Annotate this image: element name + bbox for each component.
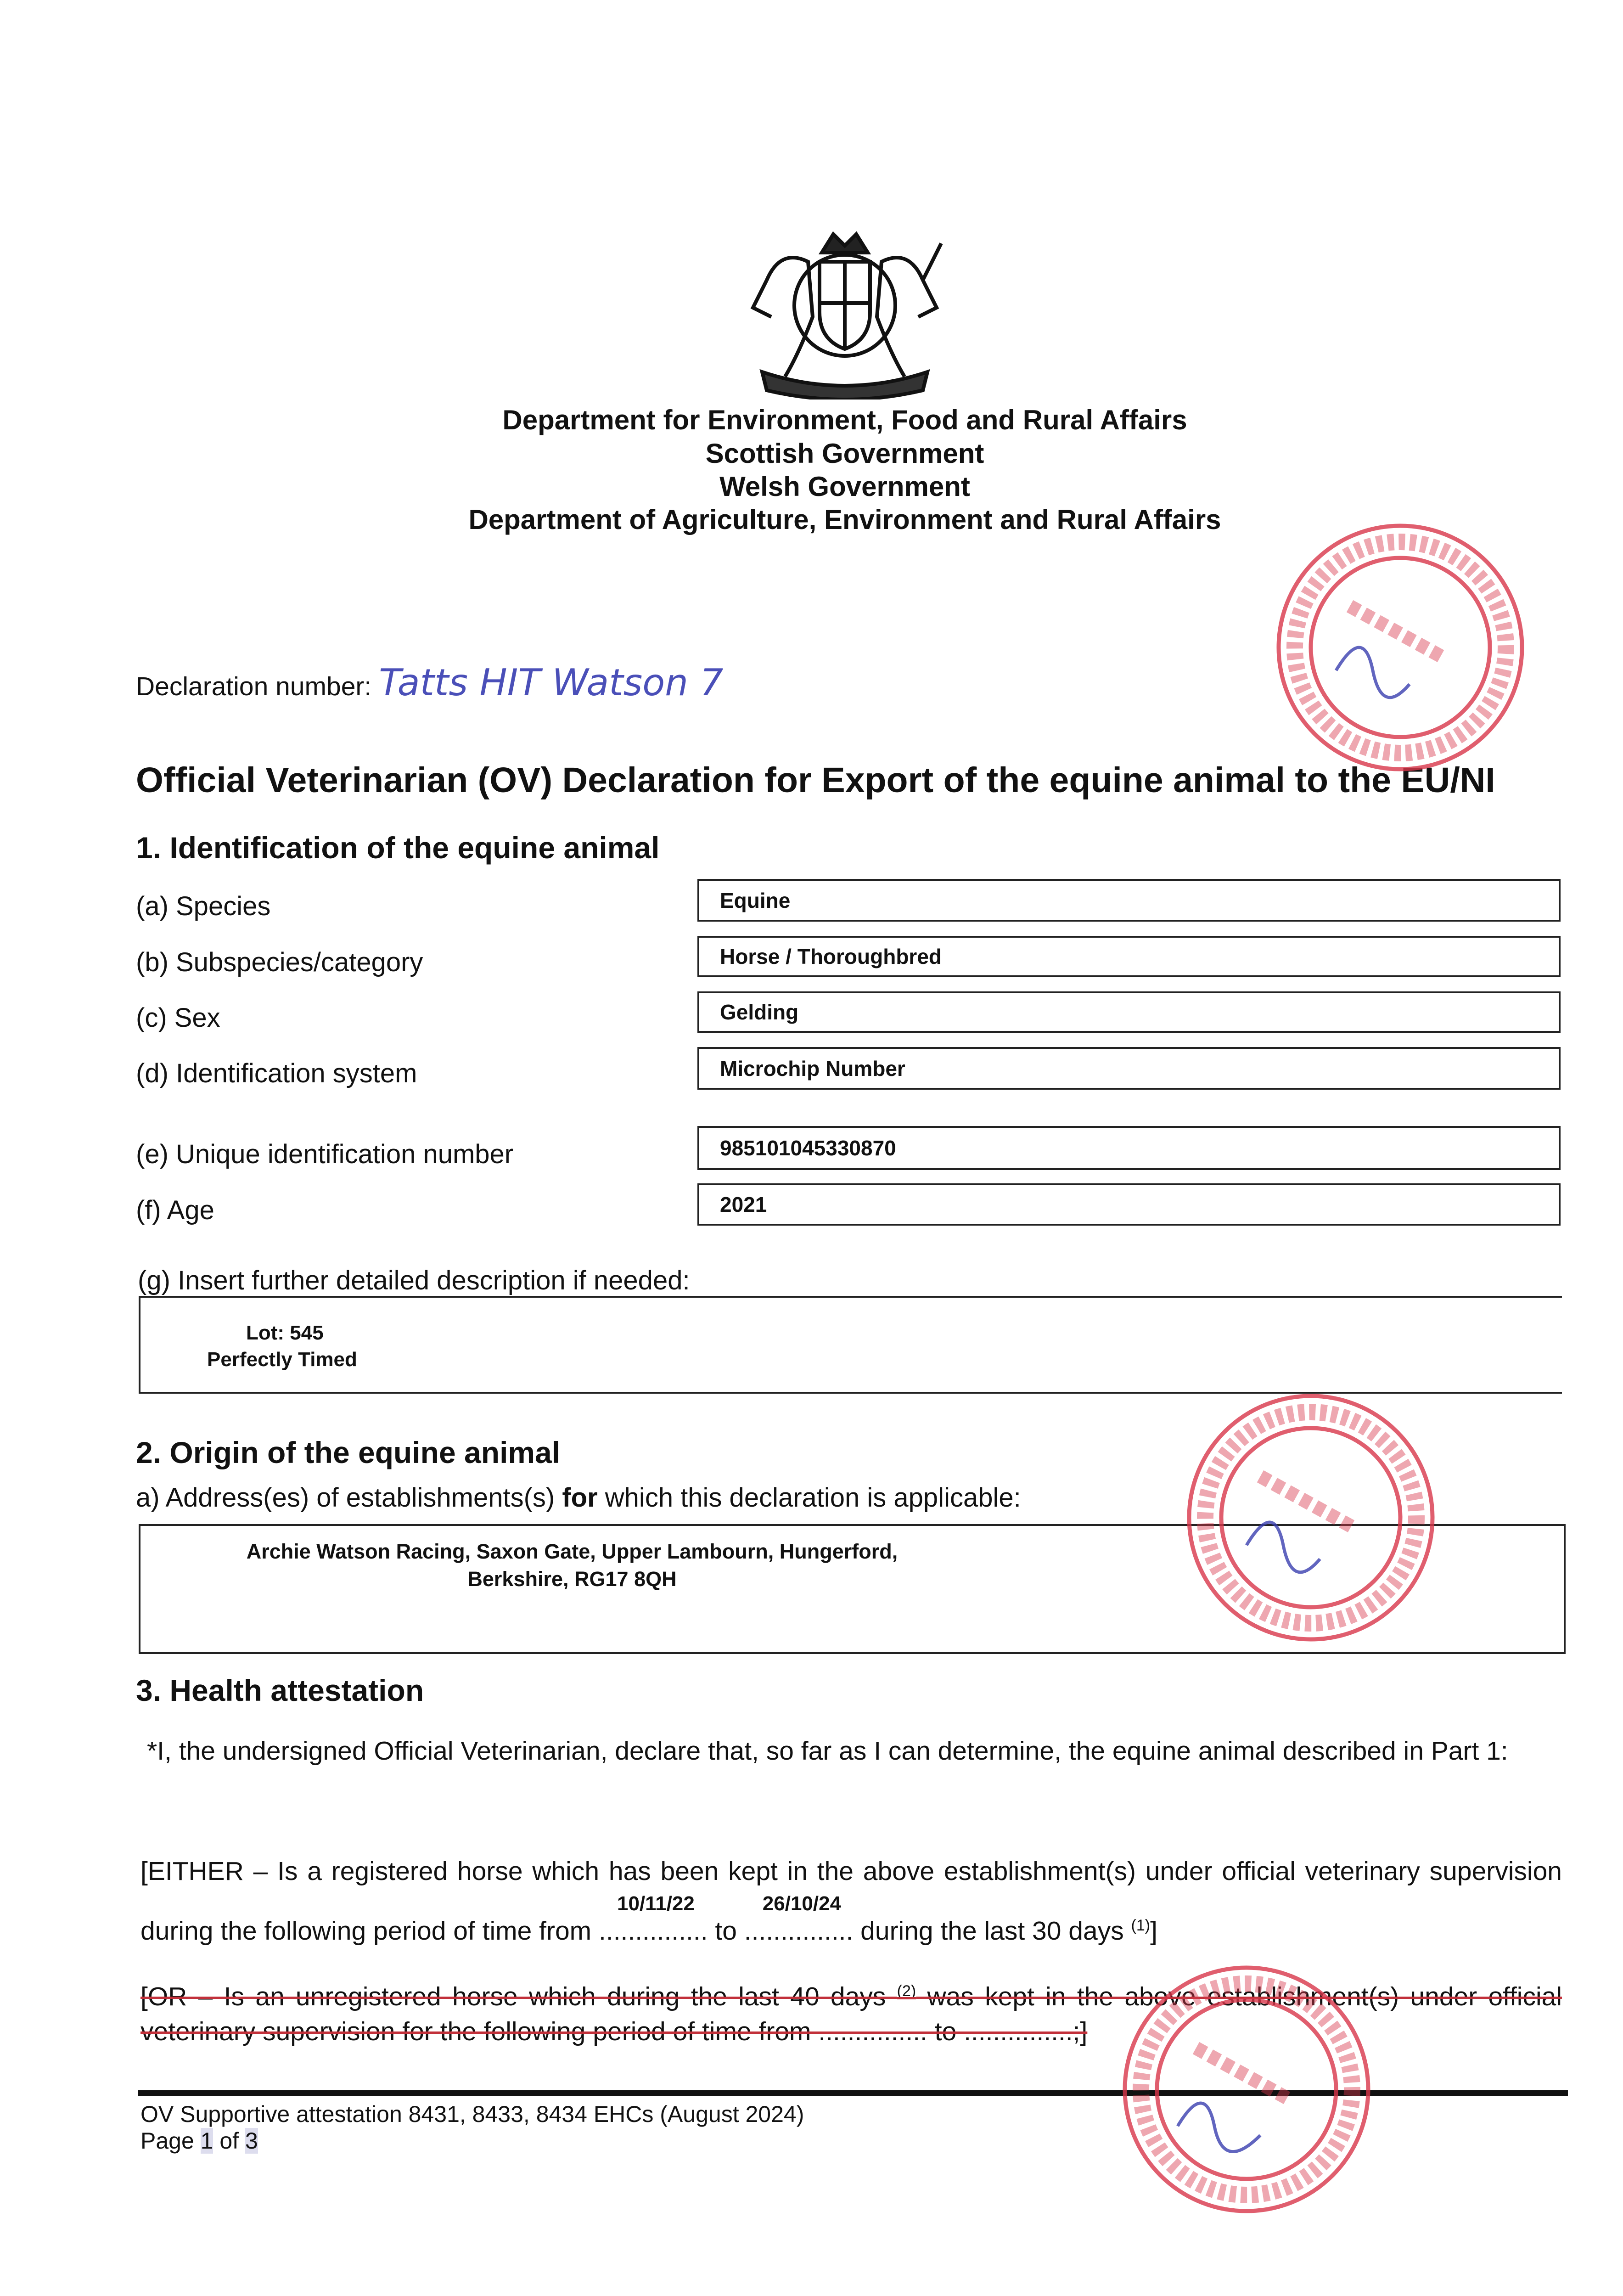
address-text: [140, 1538, 1004, 1593]
document-title: Official Veterinarian (OV) Declaration for Export of the equine animal to the EU/NI: [136, 760, 1495, 800]
either-to-value: 26/10/24: [762, 1892, 842, 1915]
dots: ...............: [599, 1916, 708, 1946]
declaration-number: [136, 661, 723, 704]
header-line-4: Department of Agriculture, Environment and Rural Affairs: [468, 504, 1221, 535]
footer-form-ref: OV Supportive attestation 8431, 8433, 8434 EHCs (August 2024): [140, 2101, 804, 2127]
field-age[interactable]: 2021: [697, 1183, 1561, 1226]
field-uid[interactable]: 985101045330870: [697, 1126, 1561, 1170]
address-line-2: Berkshire, RG17 8QH: [467, 1567, 677, 1591]
label-identification-system: (d) Identification system: [136, 1058, 417, 1088]
label-description: (g) Insert further detailed description if needed:: [138, 1266, 690, 1295]
page-number: 1: [200, 2128, 213, 2154]
royal-coat-of-arms-icon: [735, 225, 955, 400]
either-clause: [140, 1841, 1562, 1961]
label-species: (a) Species: [136, 891, 271, 921]
field-identification-system[interactable]: Microchip Number: [697, 1047, 1561, 1090]
attestation-intro: *I, the undersigned Official Veterinarian, declare that, so far as I can determine, the equine animal described in Part 1:: [147, 1736, 1508, 1766]
label-uid: (e) Unique identification number: [136, 1139, 514, 1169]
field-subspecies[interactable]: Horse / Thoroughbred: [697, 936, 1561, 977]
address-label-bold: for: [562, 1483, 598, 1513]
label-age: (f) Age: [136, 1195, 214, 1225]
official-veterinarian-stamp-1: [1272, 519, 1529, 776]
section-1-heading: 1. Identification of the equine animal: [136, 831, 660, 865]
address-label-post: which this declaration is applicable:: [597, 1483, 1021, 1513]
section-3-heading: 3. Health attestation: [136, 1673, 424, 1707]
either-from-field[interactable]: [599, 1892, 708, 1948]
official-veterinarian-stamp-2: [1182, 1389, 1439, 1646]
official-veterinarian-stamp-3: [1118, 1961, 1375, 2218]
declaration-value: Tatts HIT Watson 7: [379, 661, 724, 704]
address-label-pre: a) Address(es) of establishments(s): [136, 1483, 562, 1513]
address-label: [136, 1482, 1021, 1513]
of-word: of: [213, 2128, 245, 2154]
either-from-value: 10/11/22: [617, 1892, 695, 1915]
declaration-label: Declaration number:: [136, 672, 372, 701]
either-end: ]: [1150, 1916, 1157, 1946]
page-word: Page: [140, 2128, 201, 2154]
description-box[interactable]: [139, 1296, 1562, 1394]
field-sex[interactable]: Gelding: [697, 991, 1561, 1033]
or-text-2: was kept in the above establishment(s) under official veterinary supervision for the following period of time from ............... to ...............;]: [140, 1982, 1562, 2046]
dots: ...............: [744, 1916, 854, 1946]
either-text-2: during the last 30 days: [853, 1916, 1131, 1946]
footnote-1: (1): [1131, 1917, 1151, 1934]
description-line-1: Lot: 545: [246, 1322, 324, 1344]
or-text: [OR – Is an unregistered horse which during the last 40 days: [140, 1982, 897, 2011]
either-text: [EITHER – Is a registered horse which has been kept in the above establishment(s) under official veterinary supervision during the following period of time from: [140, 1857, 1562, 1946]
page-total: 3: [245, 2128, 258, 2154]
footer: [140, 2101, 804, 2154]
label-sex: (c) Sex: [136, 1003, 220, 1033]
either-to-field[interactable]: [744, 1892, 854, 1948]
to-word: to: [708, 1916, 744, 1946]
header-line-1: Department for Environment, Food and Rural Affairs: [502, 405, 1187, 435]
footnote-2: (2): [897, 1982, 916, 2000]
address-line-1: Archie Watson Racing, Saxon Gate, Upper Lambourn, Hungerford,: [246, 1540, 898, 1563]
header-line-2: Scottish Government: [705, 438, 984, 469]
page-indicator: [140, 2127, 804, 2154]
field-species[interactable]: Equine: [697, 879, 1561, 922]
header-line-3: Welsh Government: [719, 471, 970, 502]
section-2-heading: 2. Origin of the equine animal: [136, 1435, 561, 1469]
description-line-2: Perfectly Timed: [207, 1348, 357, 1371]
label-subspecies: (b) Subspecies/category: [136, 947, 423, 977]
